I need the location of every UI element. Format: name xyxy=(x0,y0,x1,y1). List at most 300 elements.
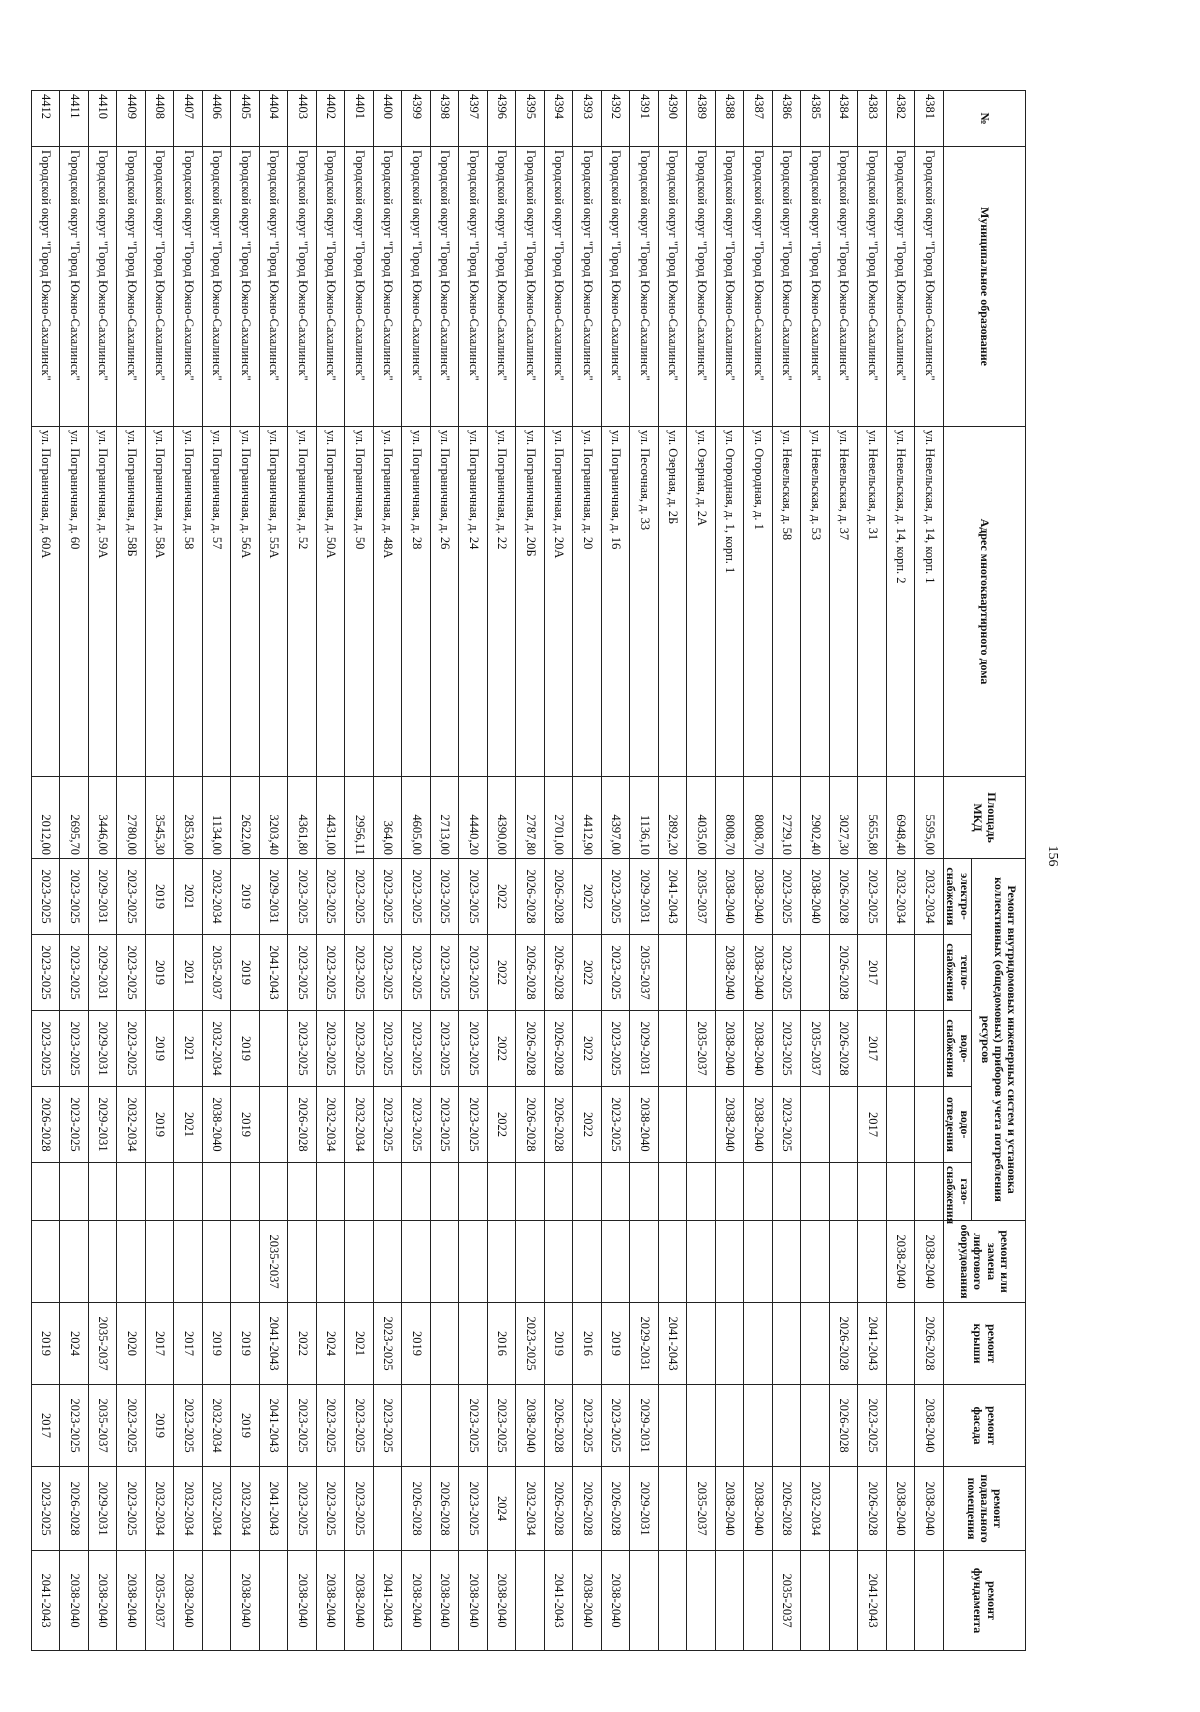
row-municipality: Городской округ "Город Южно-Сахалинск" xyxy=(431,147,460,427)
row-area: 2729,10 xyxy=(773,777,802,859)
row-elevator xyxy=(573,1221,602,1303)
row-area: 1136,10 xyxy=(630,777,659,859)
row-foundation xyxy=(744,1551,773,1651)
row-number: 4412 xyxy=(32,91,61,147)
row-gas xyxy=(402,1163,431,1221)
table-row xyxy=(687,91,716,1651)
row-water: 2023-2025 xyxy=(117,1011,146,1087)
row-facade: 2023-2025 xyxy=(858,1385,887,1467)
row-elevator: 2038-2040 xyxy=(887,1221,916,1303)
row-water: 2023-2025 xyxy=(459,1011,488,1087)
row-roof xyxy=(801,1303,830,1385)
row-area: 2622,00 xyxy=(231,777,260,859)
row-municipality: Городской округ "Город Южно-Сахалинск" xyxy=(744,147,773,427)
row-elevator xyxy=(459,1221,488,1303)
row-area: 1134,00 xyxy=(203,777,232,859)
row-water: 2029-2031 xyxy=(630,1011,659,1087)
row-municipality: Городской округ "Город Южно-Сахалинск" xyxy=(573,147,602,427)
row-water: 2023-2025 xyxy=(602,1011,631,1087)
row-elevator xyxy=(89,1221,118,1303)
row-water: 2032-2034 xyxy=(203,1011,232,1087)
row-roof: 2019 xyxy=(203,1303,232,1385)
row-number: 4397 xyxy=(459,91,488,147)
row-drainage: 2019 xyxy=(146,1087,175,1163)
row-area: 2695,70 xyxy=(60,777,89,859)
row-gas xyxy=(146,1163,175,1221)
row-drainage xyxy=(687,1087,716,1163)
row-foundation xyxy=(716,1551,745,1651)
row-address: ул. Огородная, д. 1, корп. 1 xyxy=(716,427,745,777)
row-roof: 2016 xyxy=(488,1303,517,1385)
header-facade: ремонт фасада xyxy=(944,1385,1026,1467)
row-gas xyxy=(174,1163,203,1221)
header-foundation: ремонт фундамента xyxy=(944,1551,1026,1651)
row-municipality: Городской округ "Город Южно-Сахалинск" xyxy=(146,147,175,427)
row-foundation: 2038-2040 xyxy=(89,1551,118,1651)
row-water: 2023-2025 xyxy=(345,1011,374,1087)
row-gas xyxy=(459,1163,488,1221)
row-heat: 2023-2025 xyxy=(317,935,346,1011)
row-drainage: 2017 xyxy=(858,1087,887,1163)
header-gas: газо-снабжения xyxy=(944,1163,972,1221)
row-number: 4388 xyxy=(716,91,745,147)
row-electricity: 2023-2025 xyxy=(117,859,146,935)
row-basement: 2023-2025 xyxy=(345,1467,374,1551)
row-facade: 2023-2025 xyxy=(345,1385,374,1467)
row-municipality: Городской округ "Город Южно-Сахалинск" xyxy=(858,147,887,427)
row-facade xyxy=(744,1385,773,1467)
table-row xyxy=(117,91,146,1651)
row-electricity: 2023-2025 xyxy=(402,859,431,935)
row-elevator xyxy=(402,1221,431,1303)
row-gas xyxy=(801,1163,830,1221)
row-basement: 2038-2040 xyxy=(915,1467,944,1551)
row-gas xyxy=(203,1163,232,1221)
row-foundation: 2038-2040 xyxy=(402,1551,431,1651)
row-municipality: Городской округ "Город Южно-Сахалинск" xyxy=(402,147,431,427)
row-heat: 2041-2043 xyxy=(260,935,289,1011)
row-municipality: Городской округ "Город Южно-Сахалинск" xyxy=(288,147,317,427)
row-foundation: 2038-2040 xyxy=(459,1551,488,1651)
row-number: 4406 xyxy=(203,91,232,147)
row-gas xyxy=(573,1163,602,1221)
row-basement: 2041-2043 xyxy=(260,1467,289,1551)
row-municipality: Городской округ "Город Южно-Сахалинск" xyxy=(32,147,61,427)
row-municipality: Городской округ "Город Южно-Сахалинск" xyxy=(260,147,289,427)
header-address: Адрес многоквартирного дома xyxy=(944,427,1026,777)
row-number: 4401 xyxy=(345,91,374,147)
row-address: ул. Пограничная, д. 57 xyxy=(203,427,232,777)
row-water: 2029-2031 xyxy=(89,1011,118,1087)
row-address: ул. Пограничная, д. 48А xyxy=(374,427,403,777)
row-gas xyxy=(858,1163,887,1221)
row-municipality: Городской округ "Город Южно-Сахалинск" xyxy=(801,147,830,427)
row-facade xyxy=(773,1385,802,1467)
row-address: ул. Озерная, д. 2А xyxy=(687,427,716,777)
header-water: водо-снабжения xyxy=(944,1011,972,1087)
row-address: ул. Пограничная, д. 28 xyxy=(402,427,431,777)
row-drainage: 2023-2025 xyxy=(459,1087,488,1163)
row-drainage: 2023-2025 xyxy=(773,1087,802,1163)
row-gas xyxy=(32,1163,61,1221)
row-water: 2026-2028 xyxy=(545,1011,574,1087)
row-elevator xyxy=(117,1221,146,1303)
row-electricity: 2029-2031 xyxy=(630,859,659,935)
row-water: 2038-2040 xyxy=(716,1011,745,1087)
row-heat: 2038-2040 xyxy=(744,935,773,1011)
row-roof: 2021 xyxy=(345,1303,374,1385)
row-water: 2021 xyxy=(174,1011,203,1087)
table-row xyxy=(545,91,574,1651)
row-facade: 2023-2025 xyxy=(174,1385,203,1467)
row-basement: 2038-2040 xyxy=(716,1467,745,1551)
row-area: 364,00 xyxy=(374,777,403,859)
row-roof: 2026-2028 xyxy=(830,1303,859,1385)
row-water: 2023-2025 xyxy=(288,1011,317,1087)
row-municipality: Городской округ "Город Южно-Сахалинск" xyxy=(602,147,631,427)
row-electricity: 2032-2034 xyxy=(915,859,944,935)
row-gas xyxy=(89,1163,118,1221)
row-number: 4390 xyxy=(659,91,688,147)
row-drainage: 2026-2028 xyxy=(32,1087,61,1163)
row-roof: 2041-2043 xyxy=(260,1303,289,1385)
row-address: ул. Пограничная, д. 16 xyxy=(602,427,631,777)
row-gas xyxy=(231,1163,260,1221)
table-row xyxy=(32,91,61,1651)
row-roof: 2035-2037 xyxy=(89,1303,118,1385)
row-number: 4409 xyxy=(117,91,146,147)
row-heat: 2035-2037 xyxy=(203,935,232,1011)
row-electricity: 2041-2043 xyxy=(659,859,688,935)
row-foundation xyxy=(516,1551,545,1651)
row-address: ул. Пограничная, д. 20Б xyxy=(516,427,545,777)
row-electricity: 2023-2025 xyxy=(858,859,887,935)
header-elevator: ремонт или замена лифтового оборудования xyxy=(944,1221,1026,1303)
row-number: 4395 xyxy=(516,91,545,147)
row-roof xyxy=(716,1303,745,1385)
row-municipality: Городской округ "Город Южно-Сахалинск" xyxy=(830,147,859,427)
row-foundation: 2038-2040 xyxy=(317,1551,346,1651)
row-municipality: Городской округ "Город Южно-Сахалинск" xyxy=(117,147,146,427)
row-gas xyxy=(887,1163,916,1221)
row-basement: 2032-2034 xyxy=(801,1467,830,1551)
table-row xyxy=(573,91,602,1651)
row-area: 4605,00 xyxy=(402,777,431,859)
row-electricity: 2035-2037 xyxy=(687,859,716,935)
row-drainage: 2023-2025 xyxy=(60,1087,89,1163)
row-address: ул. Невельская, д. 58 xyxy=(773,427,802,777)
row-gas xyxy=(545,1163,574,1221)
row-elevator xyxy=(317,1221,346,1303)
row-heat: 2029-2031 xyxy=(89,935,118,1011)
row-number: 4385 xyxy=(801,91,830,147)
row-roof: 2022 xyxy=(288,1303,317,1385)
header-area: Площадь МКД xyxy=(944,777,1026,859)
row-address: ул. Невельская, д. 53 xyxy=(801,427,830,777)
row-area: 2853,00 xyxy=(174,777,203,859)
row-municipality: Городской округ "Город Южно-Сахалинск" xyxy=(773,147,802,427)
table-row xyxy=(203,91,232,1651)
row-elevator xyxy=(516,1221,545,1303)
row-drainage: 2038-2040 xyxy=(716,1087,745,1163)
row-facade: 2023-2025 xyxy=(374,1385,403,1467)
row-basement: 2032-2034 xyxy=(516,1467,545,1551)
row-water: 2022 xyxy=(488,1011,517,1087)
row-address: ул. Огородная, д. 1 xyxy=(744,427,773,777)
row-address: ул. Невельская, д. 31 xyxy=(858,427,887,777)
header-basement: ремонт подвального помещения xyxy=(944,1467,1026,1551)
row-heat: 2019 xyxy=(231,935,260,1011)
header-engineering-systems: Ремонт внутридомовых инженерных систем и установка коллективных (общедомовых) приборов учета потребления ресурсов xyxy=(972,859,1026,1221)
row-roof: 2024 xyxy=(60,1303,89,1385)
row-basement: 2026-2028 xyxy=(431,1467,460,1551)
table-row xyxy=(516,91,545,1651)
row-area: 4035,00 xyxy=(687,777,716,859)
row-electricity: 2023-2025 xyxy=(374,859,403,935)
row-heat: 2023-2025 xyxy=(374,935,403,1011)
row-elevator xyxy=(203,1221,232,1303)
row-drainage: 2023-2025 xyxy=(602,1087,631,1163)
row-gas xyxy=(516,1163,545,1221)
row-elevator xyxy=(146,1221,175,1303)
row-address: ул. Пограничная, д. 56А xyxy=(231,427,260,777)
row-drainage: 2038-2040 xyxy=(744,1087,773,1163)
row-gas xyxy=(630,1163,659,1221)
row-electricity: 2032-2034 xyxy=(887,859,916,935)
row-water: 2035-2037 xyxy=(801,1011,830,1087)
row-elevator xyxy=(602,1221,631,1303)
row-basement: 2026-2028 xyxy=(573,1467,602,1551)
row-address: ул. Пограничная, д. 24 xyxy=(459,427,488,777)
row-heat: 2023-2025 xyxy=(402,935,431,1011)
row-facade: 2032-2034 xyxy=(203,1385,232,1467)
row-facade: 2023-2025 xyxy=(488,1385,517,1467)
row-heat: 2022 xyxy=(573,935,602,1011)
row-basement: 2026-2028 xyxy=(858,1467,887,1551)
row-heat: 2019 xyxy=(146,935,175,1011)
row-gas xyxy=(288,1163,317,1221)
row-electricity: 2038-2040 xyxy=(716,859,745,935)
row-heat: 2038-2040 xyxy=(716,935,745,1011)
row-water xyxy=(887,1011,916,1087)
row-elevator xyxy=(659,1221,688,1303)
header-electricity: электро-снабжения xyxy=(944,859,972,935)
row-foundation: 2038-2040 xyxy=(117,1551,146,1651)
row-water: 2038-2040 xyxy=(744,1011,773,1087)
row-gas xyxy=(374,1163,403,1221)
row-electricity: 2022 xyxy=(573,859,602,935)
row-number: 4407 xyxy=(174,91,203,147)
row-foundation xyxy=(203,1551,232,1651)
row-area: 4397,00 xyxy=(602,777,631,859)
row-municipality: Городской округ "Город Южно-Сахалинск" xyxy=(89,147,118,427)
row-roof: 2041-2043 xyxy=(858,1303,887,1385)
row-foundation xyxy=(630,1551,659,1651)
row-municipality: Городской округ "Город Южно-Сахалинск" xyxy=(716,147,745,427)
table-row xyxy=(602,91,631,1651)
header-heat: тепло-снабжения xyxy=(944,935,972,1011)
row-electricity: 2026-2028 xyxy=(516,859,545,935)
row-number: 4391 xyxy=(630,91,659,147)
table-row xyxy=(716,91,745,1651)
row-municipality: Городской округ "Город Южно-Сахалинск" xyxy=(203,147,232,427)
row-heat: 2023-2025 xyxy=(345,935,374,1011)
table-row xyxy=(830,91,859,1651)
row-water xyxy=(659,1011,688,1087)
row-basement: 2038-2040 xyxy=(887,1467,916,1551)
row-area: 5595,00 xyxy=(915,777,944,859)
row-heat: 2023-2025 xyxy=(431,935,460,1011)
row-heat: 2023-2025 xyxy=(117,935,146,1011)
row-water: 2023-2025 xyxy=(32,1011,61,1087)
row-drainage: 2029-2031 xyxy=(89,1087,118,1163)
row-number: 4389 xyxy=(687,91,716,147)
row-address: ул. Пограничная, д. 59А xyxy=(89,427,118,777)
row-foundation: 2038-2040 xyxy=(345,1551,374,1651)
row-drainage: 2038-2040 xyxy=(203,1087,232,1163)
row-basement: 2026-2028 xyxy=(60,1467,89,1551)
row-facade: 2019 xyxy=(231,1385,260,1467)
row-drainage xyxy=(260,1087,289,1163)
row-address: ул. Песочная, д. 33 xyxy=(630,427,659,777)
row-gas xyxy=(431,1163,460,1221)
row-heat xyxy=(887,935,916,1011)
row-basement: 2032-2034 xyxy=(146,1467,175,1551)
row-water xyxy=(915,1011,944,1087)
row-roof: 2019 xyxy=(231,1303,260,1385)
row-roof: 2019 xyxy=(545,1303,574,1385)
row-basement: 2023-2025 xyxy=(317,1467,346,1551)
row-basement xyxy=(659,1467,688,1551)
row-gas xyxy=(345,1163,374,1221)
row-roof: 2029-2031 xyxy=(630,1303,659,1385)
row-number: 4384 xyxy=(830,91,859,147)
row-foundation xyxy=(830,1551,859,1651)
row-heat: 2017 xyxy=(858,935,887,1011)
row-number: 4394 xyxy=(545,91,574,147)
row-municipality: Городской округ "Город Южно-Сахалинск" xyxy=(174,147,203,427)
row-facade xyxy=(716,1385,745,1467)
row-foundation: 2035-2037 xyxy=(146,1551,175,1651)
row-address: ул. Озерная, д. 2Б xyxy=(659,427,688,777)
table-row xyxy=(402,91,431,1651)
row-area: 2787,80 xyxy=(516,777,545,859)
table-row xyxy=(801,91,830,1651)
row-basement: 2023-2025 xyxy=(117,1467,146,1551)
row-area: 3545,30 xyxy=(146,777,175,859)
row-number: 4393 xyxy=(573,91,602,147)
table-row xyxy=(773,91,802,1651)
row-water: 2023-2025 xyxy=(773,1011,802,1087)
row-electricity: 2023-2025 xyxy=(773,859,802,935)
row-elevator: 2035-2037 xyxy=(260,1221,289,1303)
row-roof: 2019 xyxy=(32,1303,61,1385)
row-gas xyxy=(260,1163,289,1221)
row-drainage xyxy=(801,1087,830,1163)
row-municipality: Городской округ "Город Южно-Сахалинск" xyxy=(687,147,716,427)
row-elevator xyxy=(858,1221,887,1303)
row-drainage: 2032-2034 xyxy=(117,1087,146,1163)
table-row xyxy=(174,91,203,1651)
row-drainage: 2022 xyxy=(573,1087,602,1163)
row-elevator xyxy=(801,1221,830,1303)
row-foundation xyxy=(260,1551,289,1651)
row-area: 2713,00 xyxy=(431,777,460,859)
table-row xyxy=(89,91,118,1651)
row-facade: 2023-2025 xyxy=(459,1385,488,1467)
row-area: 4390,00 xyxy=(488,777,517,859)
row-foundation: 2041-2043 xyxy=(858,1551,887,1651)
row-number: 4382 xyxy=(887,91,916,147)
row-electricity: 2023-2025 xyxy=(345,859,374,935)
table-row xyxy=(488,91,517,1651)
row-foundation xyxy=(801,1551,830,1651)
table-body xyxy=(32,91,944,1651)
row-electricity: 2026-2028 xyxy=(545,859,574,935)
row-water: 2023-2025 xyxy=(431,1011,460,1087)
row-municipality: Городской округ "Город Южно-Сахалинск" xyxy=(488,147,517,427)
row-heat: 2023-2025 xyxy=(288,935,317,1011)
row-gas xyxy=(488,1163,517,1221)
row-heat: 2021 xyxy=(174,935,203,1011)
row-drainage xyxy=(659,1087,688,1163)
row-address: ул. Пограничная, д. 60А xyxy=(32,427,61,777)
row-roof: 2026-2028 xyxy=(915,1303,944,1385)
row-heat xyxy=(687,935,716,1011)
row-basement: 2029-2031 xyxy=(630,1467,659,1551)
table-row xyxy=(659,91,688,1651)
row-gas xyxy=(744,1163,773,1221)
row-electricity: 2023-2025 xyxy=(32,859,61,935)
table-row xyxy=(858,91,887,1651)
row-area: 8008,70 xyxy=(744,777,773,859)
row-basement: 2024 xyxy=(488,1467,517,1551)
row-address: ул. Пограничная, д. 55А xyxy=(260,427,289,777)
row-electricity: 2023-2025 xyxy=(602,859,631,935)
row-municipality: Городской округ "Город Южно-Сахалинск" xyxy=(659,147,688,427)
row-basement: 2023-2025 xyxy=(32,1467,61,1551)
row-address: ул. Пограничная, д. 60 xyxy=(60,427,89,777)
row-address: ул. Пограничная, д. 58 xyxy=(174,427,203,777)
table-row xyxy=(317,91,346,1651)
row-foundation: 2038-2040 xyxy=(488,1551,517,1651)
row-drainage: 2026-2028 xyxy=(288,1087,317,1163)
row-electricity: 2023-2025 xyxy=(317,859,346,935)
row-number: 4410 xyxy=(89,91,118,147)
row-facade: 2019 xyxy=(146,1385,175,1467)
row-basement: 2026-2028 xyxy=(602,1467,631,1551)
row-number: 4411 xyxy=(60,91,89,147)
row-heat: 2023-2025 xyxy=(773,935,802,1011)
row-area: 2892,20 xyxy=(659,777,688,859)
row-number: 4402 xyxy=(317,91,346,147)
row-number: 4405 xyxy=(231,91,260,147)
row-number: 4399 xyxy=(402,91,431,147)
row-water: 2019 xyxy=(146,1011,175,1087)
row-elevator: 2038-2040 xyxy=(915,1221,944,1303)
row-municipality: Городской округ "Город Южно-Сахалинск" xyxy=(317,147,346,427)
row-roof: 2024 xyxy=(317,1303,346,1385)
row-roof xyxy=(459,1303,488,1385)
table-row xyxy=(630,91,659,1651)
row-basement: 2026-2028 xyxy=(545,1467,574,1551)
row-drainage: 2021 xyxy=(174,1087,203,1163)
row-gas xyxy=(687,1163,716,1221)
row-facade: 2029-2031 xyxy=(630,1385,659,1467)
row-area: 3203,40 xyxy=(260,777,289,859)
row-electricity: 2023-2025 xyxy=(60,859,89,935)
row-foundation xyxy=(915,1551,944,1651)
